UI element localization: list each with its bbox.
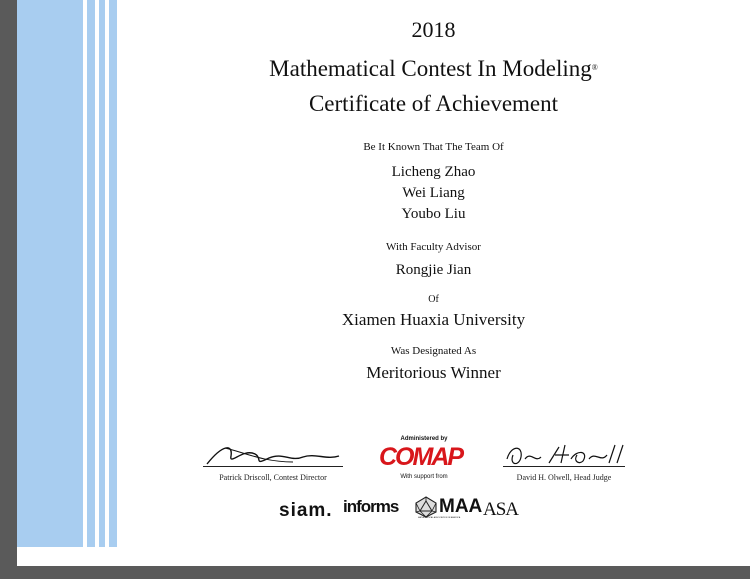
siam-logo: siam. (279, 500, 333, 521)
institution-name: Xiamen Huaxia University (341, 310, 526, 329)
maa-logo: MAA (439, 496, 483, 517)
judge-caption: David H. Olwell, Head Judge (516, 473, 612, 482)
team-member: Youbo Liu (401, 206, 466, 222)
team-member: Licheng Zhao (391, 164, 476, 180)
advisor-label: With Faculty Advisor (386, 241, 481, 253)
award-title: Meritorious Winner (366, 363, 501, 382)
signature-line (203, 466, 343, 467)
team-member: Wei Liang (402, 185, 465, 201)
advisor-name: Rongjie Jian (395, 262, 472, 278)
informs-logo: informs (343, 497, 399, 516)
judge-signature (503, 441, 625, 469)
decorative-stripe (17, 0, 83, 547)
support-label: With support from (400, 474, 448, 480)
team-intro: Be It Known That The Team Of (363, 141, 504, 153)
of-label: Of (428, 294, 439, 305)
asa-logo: ASA (483, 499, 519, 520)
decorative-stripe (87, 0, 95, 547)
certificate-year: 2018 (411, 17, 456, 42)
director-caption: Patrick Driscoll, Contest Director (219, 473, 327, 482)
designation-label: Was Designated As (390, 345, 477, 357)
certificate-title: Certificate of Achievement (308, 91, 559, 116)
comap-logo: COMAP (379, 443, 463, 471)
registered-mark: ® (591, 63, 598, 72)
certificate-page (17, 0, 750, 566)
maa-icosahedron-icon (415, 496, 437, 518)
decorative-stripe (109, 0, 117, 547)
administered-by-label: Administered by (400, 436, 448, 442)
maa-subtitle: MATHEMATICAL ASSOCIATION OF AMERICA (418, 517, 461, 519)
decorative-stripe (99, 0, 105, 547)
signature-line (503, 466, 625, 467)
contest-name: Mathematical Contest In Modeling® (269, 56, 598, 81)
